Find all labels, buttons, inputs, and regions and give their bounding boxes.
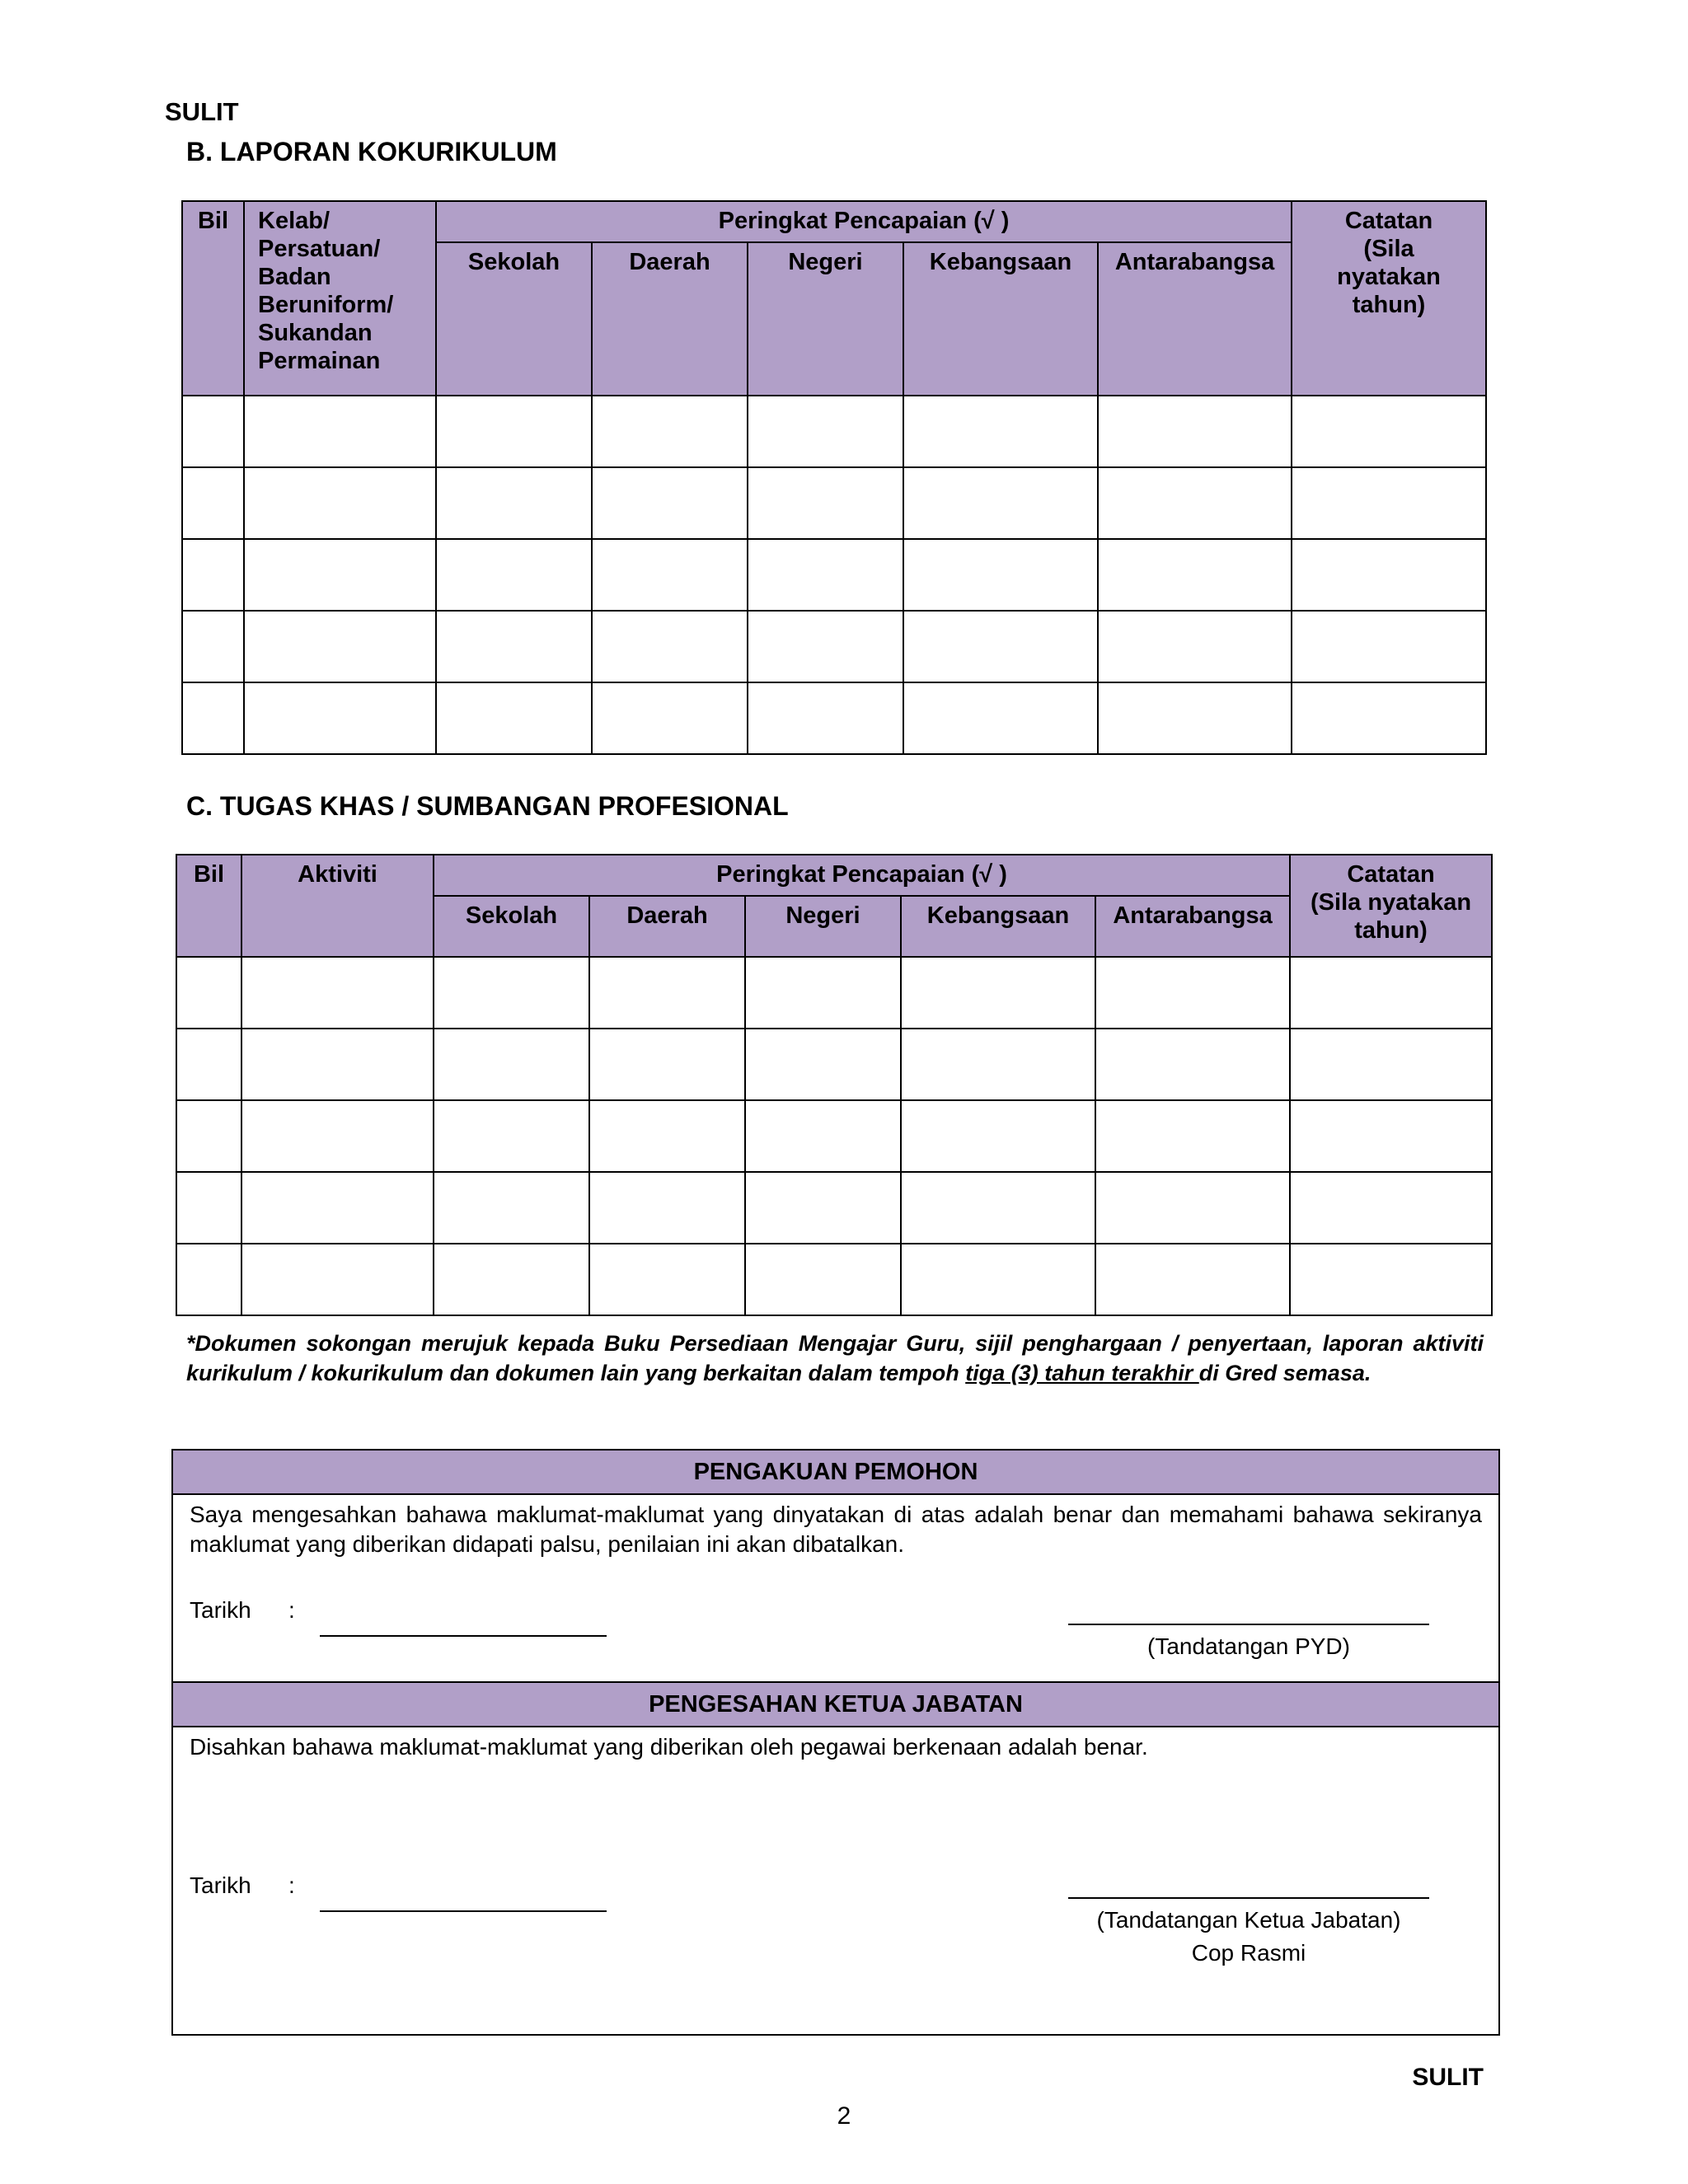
supporting-documents-note: *Dokumen sokongan merujuk kepada Buku Persediaan Mengajar Guru, sijil penghargaan / penyertaan, laporan aktiviti kurikulum / kokurikulum dan dokumen lain yang berkaitan dalam tempoh tiga (3) tahun terakhir di Gred semasa. xyxy=(186,1331,1484,1385)
col-kelab: Kelab/ Persatuan/ Badan Beruniform/ Sukandan Permainan xyxy=(244,201,436,396)
tarikh-field[interactable] xyxy=(320,1910,607,1912)
pengakuan-title: PENGAKUAN PEMOHON xyxy=(173,1451,1498,1495)
table-row xyxy=(182,682,1486,754)
col-catatan: Catatan (Sila nyatakan tahun) xyxy=(1290,855,1492,957)
table-row xyxy=(176,1172,1492,1244)
section-c-title: C. TUGAS KHAS / SUMBANGAN PROFESIONAL xyxy=(186,791,789,821)
level-negeri: Negeri xyxy=(745,896,901,957)
tarikh-label: Tarikh xyxy=(190,1597,251,1623)
pengakuan-text: Saya mengesahkan bahawa maklumat-maklumat yang dinyatakan di atas adalah benar dan memahami bahawa sekiranya maklumat yang diberikan didapati palsu, penilaian ini akan dibatalkan. xyxy=(190,1502,1482,1557)
level-antarabangsa: Antarabangsa xyxy=(1095,896,1290,957)
section-b-title: B. LAPORAN KOKURIKULUM xyxy=(186,137,557,166)
pengesahan-text: Disahkan bahawa maklumat-maklumat yang diberikan oleh pegawai berkenaan adalah benar. xyxy=(190,1734,1148,1760)
col-catatan: Catatan (Sila nyatakan tahun) xyxy=(1292,201,1486,396)
level-kebangsaan: Kebangsaan xyxy=(903,242,1098,396)
stamp-label: Cop Rasmi xyxy=(1191,1940,1306,1966)
pengakuan-pemohon-box xyxy=(171,1449,1500,1683)
kokurikulum-table xyxy=(181,200,1487,755)
signature-label: (Tandatangan Ketua Jabatan) xyxy=(1096,1907,1401,1933)
table-row xyxy=(182,611,1486,682)
level-antarabangsa: Antarabangsa xyxy=(1098,242,1292,396)
col-peringkat: Peringkat Pencapaian (√ ) xyxy=(434,855,1290,896)
col-aktiviti: Aktiviti xyxy=(241,855,434,957)
signature-field[interactable] xyxy=(1068,1897,1429,1899)
table-row xyxy=(176,1029,1492,1100)
signature-label: (Tandatangan PYD) xyxy=(1147,1633,1350,1659)
table-row xyxy=(182,467,1486,539)
level-kebangsaan: Kebangsaan xyxy=(901,896,1095,957)
signature-field[interactable] xyxy=(1068,1624,1429,1625)
tarikh-field[interactable] xyxy=(320,1635,607,1637)
pengesahan-ketua-jabatan-box xyxy=(171,1681,1500,2036)
table-row xyxy=(176,1100,1492,1172)
level-sekolah: Sekolah xyxy=(434,896,589,957)
level-negeri: Negeri xyxy=(748,242,903,396)
level-daerah: Daerah xyxy=(592,242,748,396)
table-row xyxy=(182,539,1486,611)
col-peringkat: Peringkat Pencapaian (√ ) xyxy=(436,201,1292,242)
table-row xyxy=(182,396,1486,467)
table-row xyxy=(176,957,1492,1029)
tarikh-colon: : xyxy=(288,1597,295,1623)
classification-bottom: SULIT xyxy=(1412,2064,1484,2091)
table-row xyxy=(176,1244,1492,1315)
tarikh-label: Tarikh xyxy=(190,1872,251,1898)
tugas-khas-table xyxy=(176,854,1493,1316)
pengesahan-title: PENGESAHAN KETUA JABATAN xyxy=(173,1683,1498,1727)
level-sekolah: Sekolah xyxy=(436,242,592,396)
classification-top: SULIT xyxy=(165,97,239,126)
tarikh-colon: : xyxy=(288,1872,295,1898)
col-bil: Bil xyxy=(182,201,244,396)
level-daerah: Daerah xyxy=(589,896,745,957)
page-number: 2 xyxy=(837,2102,851,2130)
col-bil: Bil xyxy=(176,855,241,957)
